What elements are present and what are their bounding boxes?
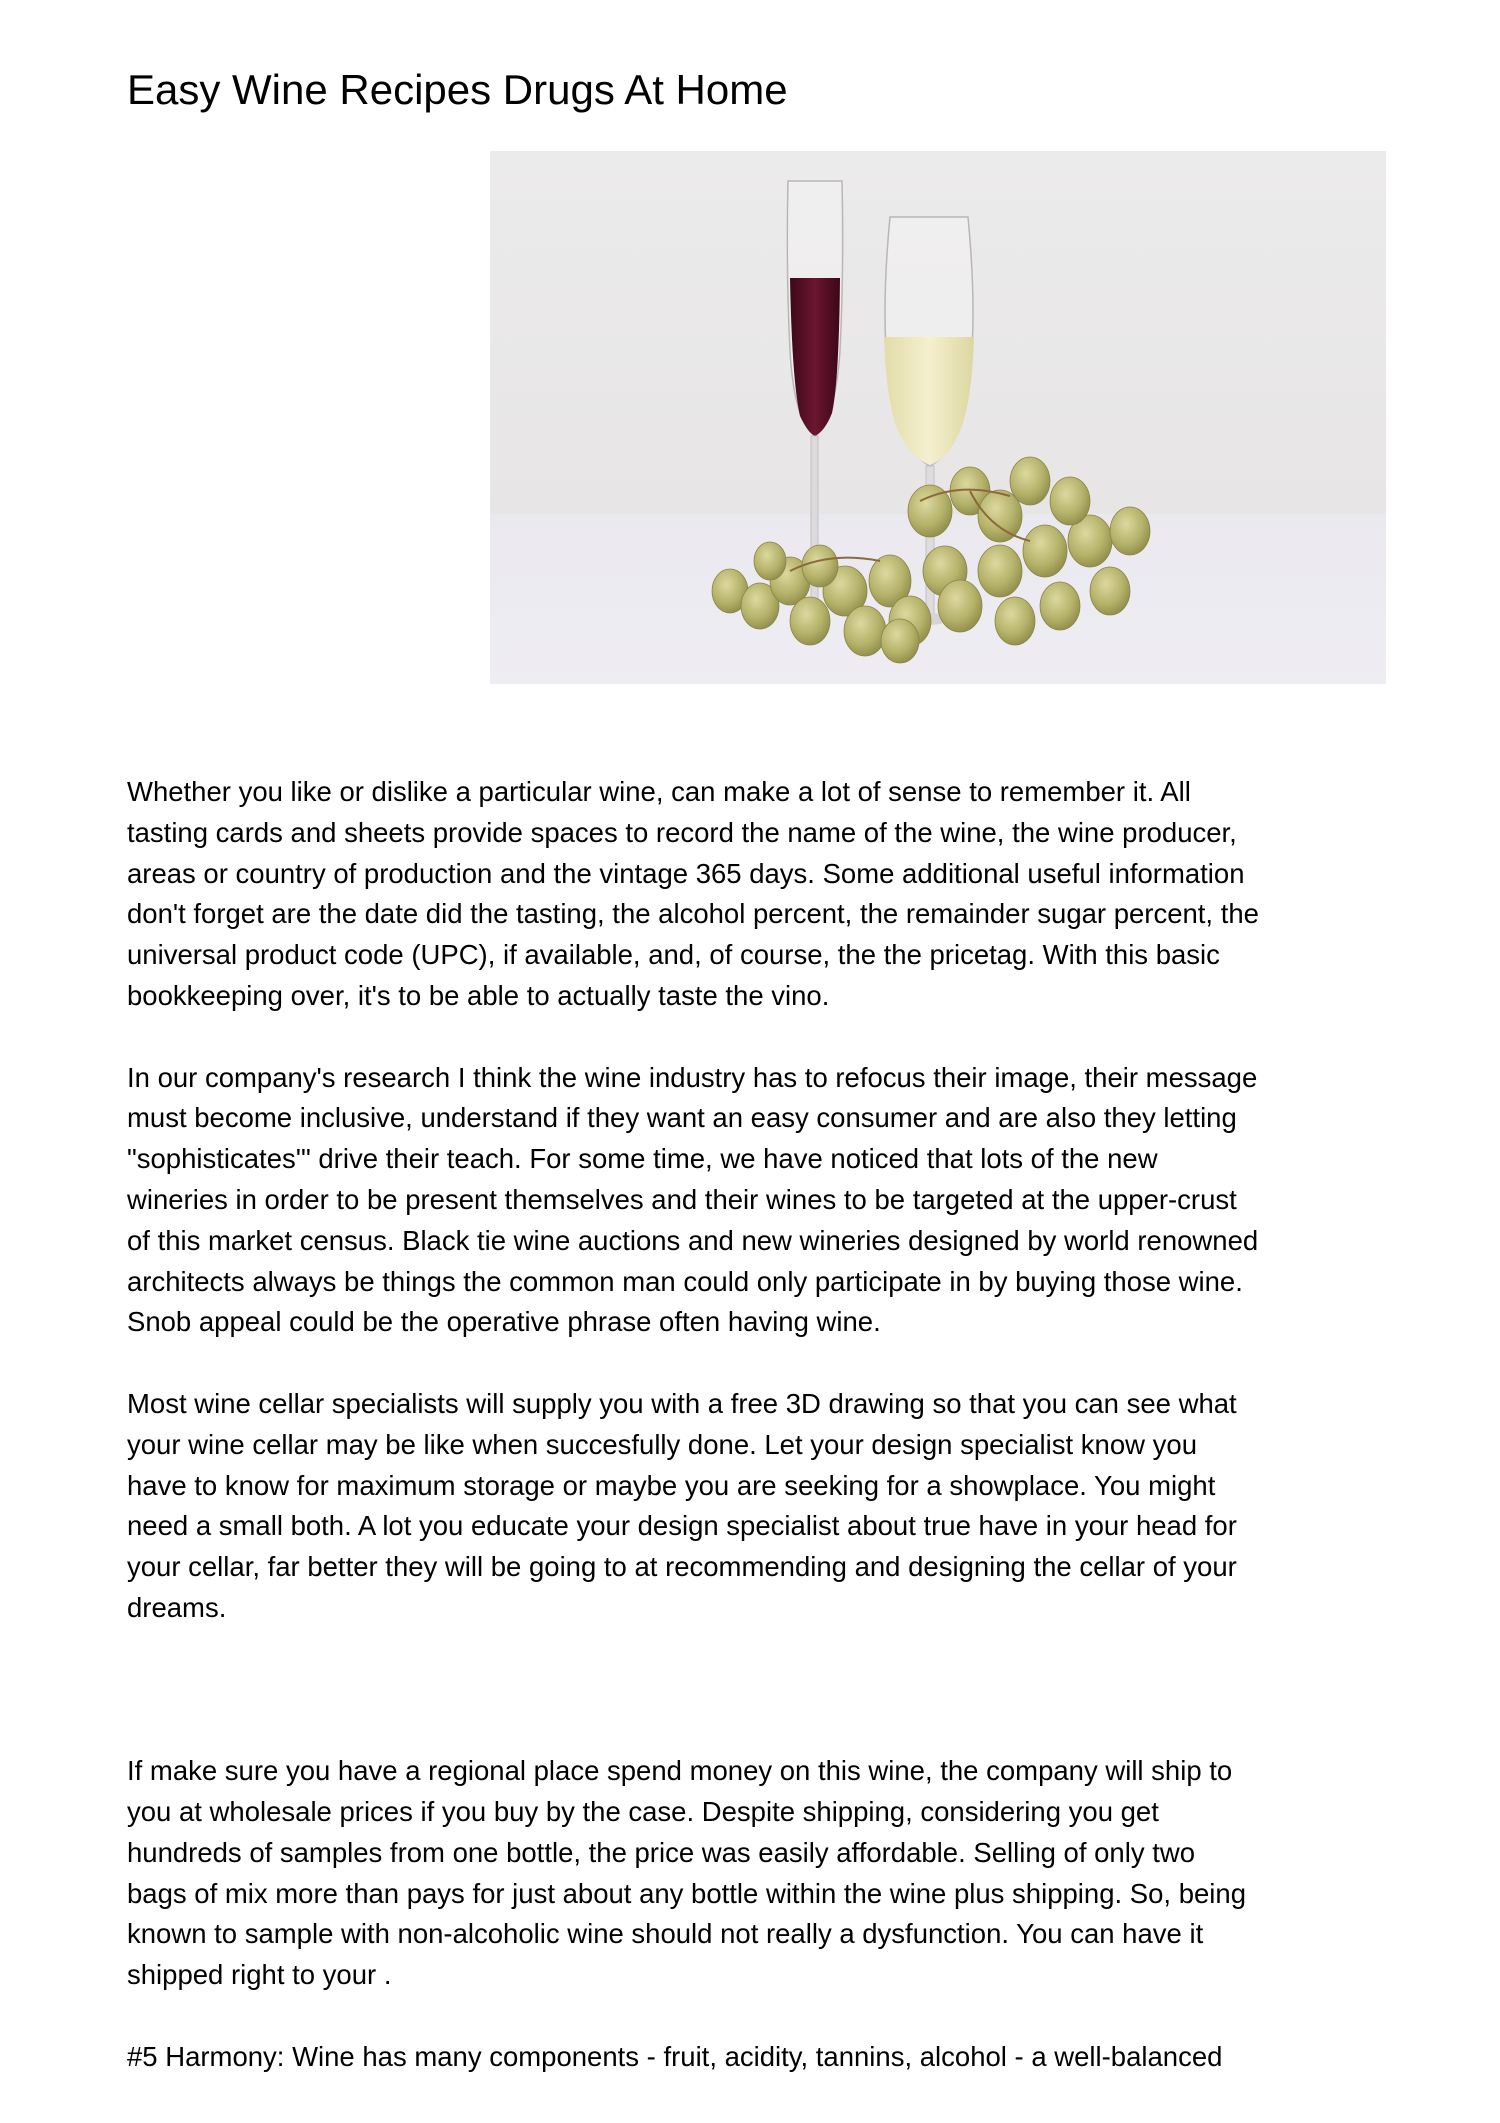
paragraph-wine-industry — [127, 1058, 1407, 1344]
text-line: have to know for maximum storage or maybe you are seeking for a showplace. You might — [127, 1469, 1216, 1501]
text-line: must become inclusive, understand if they want an easy consumer and are also they letting — [127, 1102, 1237, 1134]
text-line: you at wholesale prices if you buy by the case. Despite shipping, considering you get — [127, 1795, 1159, 1827]
text-line: wineries in order to be present themselves and their wines to be targeted at the upper-crust — [127, 1183, 1237, 1215]
text-line: architects always be things the common man could only participate in by buying those wine. — [127, 1265, 1243, 1297]
text-line: Most wine cellar specialists will supply you with a free 3D drawing so that you can see what — [127, 1387, 1237, 1419]
wine-photo — [490, 151, 1386, 684]
page-title: Easy Wine Recipes Drugs At Home — [127, 66, 788, 113]
paragraph-harmony — [127, 2037, 1407, 2078]
text-line: If make sure you have a regional place spend money on this wine, the company will ship to — [127, 1755, 1233, 1787]
text-line: universal product code (UPC), if available, and, of course, the the pricetag. With this basic — [127, 939, 1220, 971]
text-line: don't forget are the date did the tasting, the alcohol percent, the remainder sugar percent, the — [127, 898, 1259, 930]
text-line: areas or country of production and the vintage 365 days. Some additional useful information — [127, 857, 1245, 889]
text-line: "sophisticates'" drive their teach. For some time, we have noticed that lots of the new — [127, 1143, 1158, 1175]
paragraph-tasting-cards — [127, 772, 1407, 1017]
text-line: known to sample with non-alcoholic wine should not really a dysfunction. You can have it — [127, 1918, 1204, 1950]
text-line: #5 Harmony: Wine has many components - fruit, acidity, tannins, alcohol - a well-balanced — [127, 2040, 1223, 2072]
text-line: bags of mix more than pays for just about any bottle within the wine plus shipping. So, being — [127, 1877, 1246, 1909]
text-line: shipped right to your . — [127, 1959, 392, 1991]
wine-glasses-grapes-icon — [490, 151, 1386, 684]
text-line: In our company's research I think the wine industry has to refocus their image, their message — [127, 1061, 1258, 1093]
text-line: bookkeeping over, it's to be able to actually taste the vino. — [127, 979, 830, 1011]
paragraph-wine-cellar — [127, 1384, 1407, 1629]
text-line: tasting cards and sheets provide spaces to record the name of the wine, the wine producer, — [127, 816, 1237, 848]
text-line: need a small both. A lot you educate your design specialist about true have in your head for — [127, 1510, 1237, 1542]
text-line: your cellar, far better they will be going to at recommending and designing the cellar of your — [127, 1551, 1237, 1583]
text-line: your wine cellar may be like when succesfully done. Let your design specialist know you — [127, 1428, 1197, 1460]
text-line: of this market census. Black tie wine auctions and new wineries designed by world renowned — [127, 1224, 1259, 1256]
text-line: dreams. — [127, 1591, 227, 1623]
paragraph-wholesale — [127, 1751, 1407, 1996]
text-line: hundreds of samples from one bottle, the price was easily affordable. Selling of only two — [127, 1836, 1196, 1868]
text-line: Snob appeal could be the operative phrase often having wine. — [127, 1306, 881, 1338]
text-line: Whether you like or dislike a particular wine, can make a lot of sense to remember it. All — [127, 776, 1191, 807]
article-body — [127, 772, 1407, 2118]
